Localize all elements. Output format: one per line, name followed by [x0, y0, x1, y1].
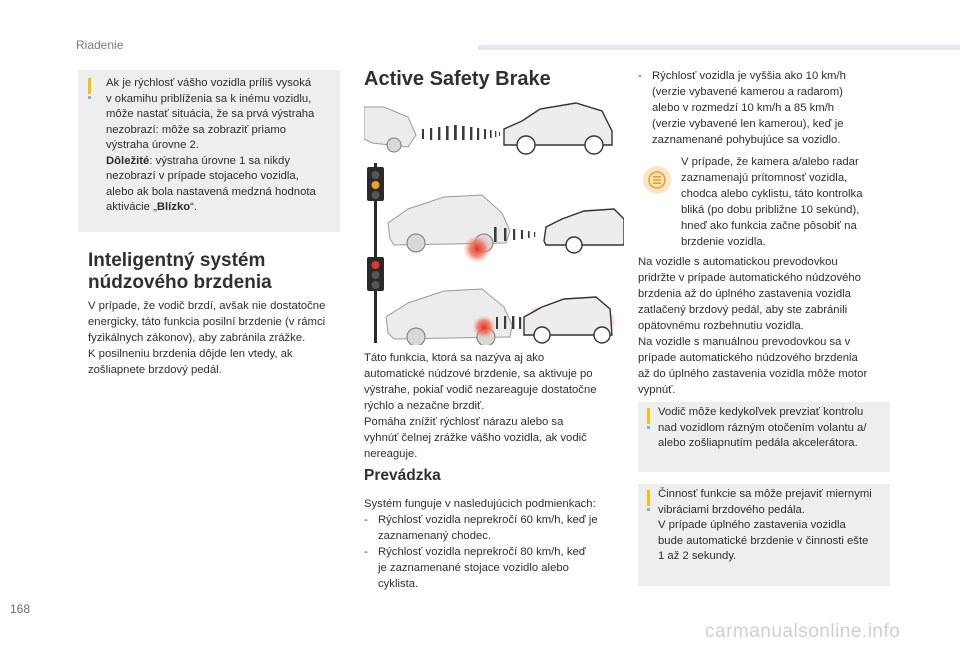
important-label: Dôležité [106, 154, 150, 167]
condition-moving-vehicle [638, 68, 900, 148]
note-line: v okamihu priblíženia sa k inému vozidlu, [106, 92, 312, 105]
section-heading-active-safety-brake: Active Safety Brake [364, 68, 551, 90]
traffic-light-icon [367, 163, 384, 343]
note-line: môže nastať situácia, že sa prvá výstraha [106, 108, 315, 120]
activation-value: Blízko [156, 201, 191, 213]
condition-item: - Rýchlosť vozidla je vyššia ako 10 km/h (verzie vybavené kamerou a radarom) alebo v rozmedzí 10 km/h a 85 km/h (verzie vybavené len kamerou), keď je zaznamenané pohybujúce sa vozidlo. [638, 68, 900, 148]
condition-item: - Rýchlosť vozidla neprekročí 80 km/h, keď je zaznamenané stojace vozidlo alebo cyklista. [364, 544, 626, 592]
note-line: nezobrazí: môže sa zobraziť priamo [106, 123, 287, 136]
note-marker-icon [647, 408, 650, 424]
section-title: Riadenie [76, 38, 124, 52]
note-marker-icon [647, 490, 650, 506]
note-line: alebo ak bola nastavená medzná hodnota [106, 185, 316, 198]
note-line: Dôležité: výstraha úrovne 1 sa nikdy [106, 154, 290, 167]
note-line: nezobrazí v prípade stojaceho vozidla, [106, 170, 299, 182]
note-line: aktivácie „Blízko“. [106, 201, 198, 213]
intelligent-braking-text: V prípade, že vodič brzdí, avšak nie dostatočne energicky, táto funkcia posilní brzdenie (v rámci fyzikálnych zákonov), aby zabránila zrážke. K posilneniu brzdenia dôjde len vtedy, ak zošliapnete brzdový pedál. [88, 300, 326, 376]
note-line: výstraha úrovne 2. [106, 139, 199, 151]
active-safety-brake-description: Táto funkcia, ktorá sa nazýva aj ako automatické núdzové brzdenie, sa aktivuje po výstrahe, pokiaľ vodič nezareaguje dostatočne rýchlo a nezačne brzdiť. Pomáha znížiť rýchlosť nárazu alebo sa vyhnúť čelnej zrážke vášho vozidla, ak vodič nereaguje. [364, 352, 597, 460]
gearbox-braking-text: Na vozidle s automatickou prevodovkou pridržte v prípade automatického núdzového brzdenia až do úplného zastavenia vozidla zatlačený brzdový pedál, aby ste zabránili opätovnému rozbehnutiu vozidla. Na vozidle s manuálnou prevodovkou sa v prípade automatického núdzového brzdenia až do úplného zastavenia vozidla môže motor vypnúť. [638, 256, 868, 396]
condition-item: - Rýchlosť vozidla neprekročí 60 km/h, keď je zaznamenaný chodec. [364, 512, 626, 544]
panel-warning [388, 195, 624, 263]
header-bar [478, 45, 960, 50]
section-heading-intelligent-braking: Inteligentný systém núdzového brzdenia [88, 250, 272, 293]
panel-no-braking [364, 103, 612, 154]
info-note-speed [78, 70, 340, 232]
section-heading-prevadzka: Prevádzka [364, 467, 441, 484]
info-note-driver-override: Vodič môže kedykoľvek prevziať kontrolu nad vozidlom rázným otočením volantu a/ alebo zošliapnutím pedála akcelerátora. [638, 402, 890, 472]
warning-lamp-icon [643, 166, 671, 194]
panel-braking [386, 289, 616, 345]
page-number: 168 [10, 602, 31, 616]
info-note-vibrations: Činnosť funkcie sa môže prejaviť miernymi vibráciami brzdového pedála. V prípade úplného zastavenia vozidla bude automatické brzdenie v činnosti ešte 1 až 2 sekundy. [638, 484, 890, 586]
note-marker-icon [88, 78, 91, 94]
note-line: Ak je rýchlosť vášho vozidla príliš vysoká [106, 77, 312, 89]
operating-conditions: Systém funguje v nasledujúcich podmienkach: - Rýchlosť vozidla neprekročí 60 km/h, keď je zaznamenaný chodec. - Rýchlosť vozidla neprekročí 80 km/h, keď je zaznamenané stojace vozidlo alebo cyklista. [364, 496, 626, 592]
active-safety-brake-illustration [364, 95, 624, 345]
warning-lamp-text: V prípade, že kamera a/alebo radar zaznamenajú prítomnosť vozidla, chodca alebo cyklistu, táto kontrolka bliká (po dobu približne 10 sekúnd), hneď ako funkcia začne pôsobiť na brzdenie vozidla. [681, 156, 863, 248]
watermark: carmanualsonline.info [705, 621, 901, 642]
